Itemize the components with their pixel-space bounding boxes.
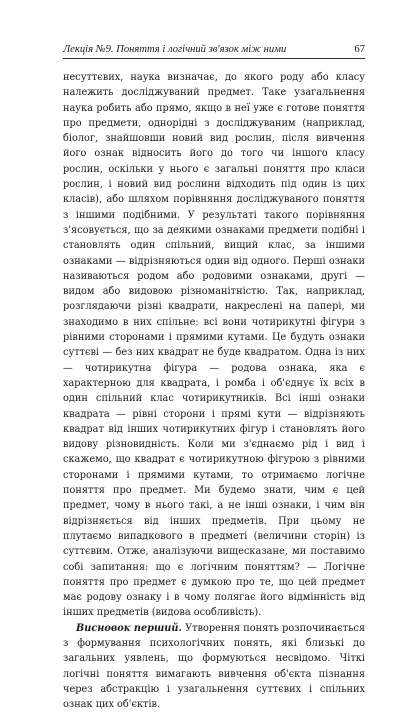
lecture-body <box>63 70 365 712</box>
running-header-title: Лекція №9. Поняття і логічний зв'язок між ними <box>63 44 287 55</box>
conclusion-text: Утворення понять розпочинається з формування психологічних понять, які близькі до загальних уявлень, що формуються несвідомо. Чіткі логічні поняття вимагають вивчення об'єкта пізнання через абстракцію і узагальнення суттєвих і спільних ознак цих об'єктів. <box>63 622 365 711</box>
book-page <box>63 44 365 712</box>
paragraph-2 <box>63 621 365 712</box>
conclusion-label: Висновок перший. <box>76 622 182 634</box>
running-header <box>63 44 365 59</box>
paragraph-1: несуттєвих, наука визначає, до якого роду або класу належить досліджуваний предмет. Таке узагальнення наука робить або прямо, якщо в неї уже є готове поняття про предмети, однорідні з досліджуваним (наприклад, біолог, знайшовши новий вид рослин, після вивчення його ознак відносить його до того чи іншого класу рослин, оскільки у нього є загальні поняття про класи рослин, і новий вид рослини відходить під один із цих класів), або шляхом порівняння досліджуваного поняття з іншими подібними. У результаті такого порівняння з'ясовується, що за деякими ознаками предмети подібні і становлять один спільний, вищий клас, за іншими ознаками — відрізняються один від одного. Перші ознаки називаються родом або родовими ознаками, другі — видом або видовою різноманітністю. Так, наприклад, розглядаючи різні квадрати, накреслені на папері, ми знаходимо в них спільне: всі вони чотирикутні фігури з рівними сторонами і прямими кутами. Це будуть ознаки суттєві — без них квадрат не буде квадратом. Одна із них — чотирикутна фігура — родова ознака, яка є характерною для квадрата, і ромба і об'єднує їх всіх в один спільний клас чотирикутників. Всі інші ознаки квадрата — рівні сторони і прямі кути — відрізняють квадрат від інших чотирикутних фігур і становлять його видову різновидність. Коли ми з'єднаємо рід і вид і скажемо, що квадрат є чотирикутною фігурою з рівними сторонами і прямими кутами, то отримаємо логічне поняття про предмет. Ми будемо знати, чим є цей предмет, чому в нього такі, а не інші ознаки, і чим він відрізняється від інших предметів. При цьому не плутаємо випадкового в предметі (величини сторін) із суттєвим. Отже, аналізуючи вищесказане, ми поставимо собі запитання: що є логічним поняттям? — Логічне поняття про предмет є думкою про те, що цей предмет має родову ознаку і в чому полягає його відмінність від інших предметів (видова особливість). <box>63 72 365 619</box>
page-number: 67 <box>354 44 365 55</box>
